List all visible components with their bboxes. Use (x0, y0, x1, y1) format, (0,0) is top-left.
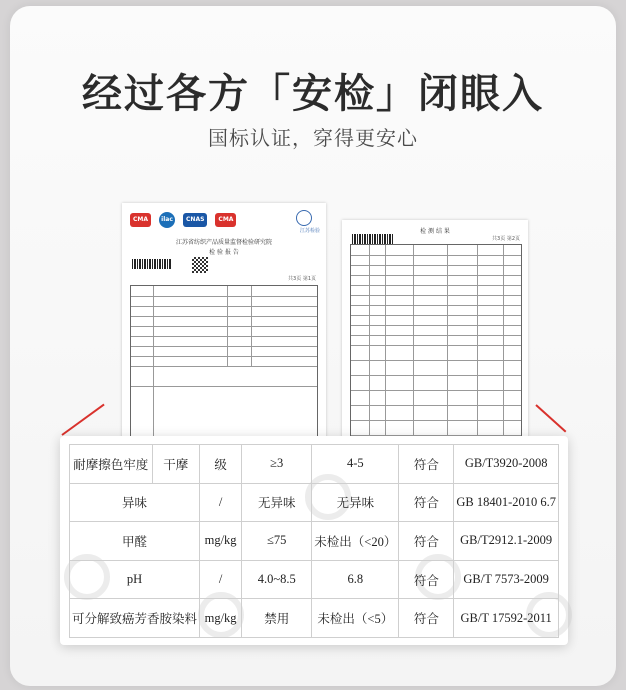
table-row (70, 483, 559, 522)
report-page: 共3页 第1页 (288, 276, 316, 282)
requirement-cell: 无异味 (242, 483, 312, 522)
unit-cell: mg/kg (200, 599, 242, 638)
qr-code (192, 257, 208, 273)
table-row (70, 560, 559, 599)
standard-cell: GB 18401-2010 6.7 (454, 483, 559, 522)
result-cell: 未检出（<5） (312, 599, 399, 638)
requirement-cell: ≤75 (242, 522, 312, 561)
result-cell: 6.8 (312, 560, 399, 599)
subtitle: 国标认证，穿得更安心 (208, 126, 418, 150)
result-cell: 未检出（<20） (312, 522, 399, 561)
test-subitem: 干摩 (152, 445, 199, 484)
verdict-cell: 符合 (399, 445, 454, 484)
test-item: 耐摩擦色牢度 (70, 445, 153, 484)
verdict-cell: 符合 (399, 522, 454, 561)
requirement-cell: ≥3 (242, 445, 312, 484)
results-title: 检 测 结 果 (420, 228, 450, 235)
cma-logo: CMA (130, 213, 151, 227)
inspection-report-right (342, 220, 528, 448)
requirement-cell: 禁用 (242, 599, 312, 638)
table-row (70, 522, 559, 561)
test-item: 甲醛 (70, 522, 200, 561)
report-title: 江苏省纺织产品质量监督检验研究院 (175, 239, 272, 246)
test-results-table (69, 444, 559, 638)
standard-cell: GB/T 17592-2011 (454, 599, 559, 638)
cma-logo: CMA (215, 213, 236, 227)
report-subtitle: 检 验 报 告 (209, 249, 239, 256)
ilac-logo: ilac (159, 212, 175, 228)
inspection-report-left (122, 203, 326, 448)
test-item: 可分解致癌芳香胺染料 (70, 599, 200, 638)
standard-cell: GB/T2912.1-2009 (454, 522, 559, 561)
standard-cell: GB/T3920-2008 (454, 445, 559, 484)
test-results-table-card (60, 436, 568, 645)
verdict-cell: 符合 (399, 560, 454, 599)
results-page: 共3页 第2页 (492, 236, 520, 242)
barcode (132, 259, 172, 269)
table-row (70, 445, 559, 484)
unit-cell: mg/kg (200, 522, 242, 561)
verdict-cell: 符合 (399, 483, 454, 522)
unit-cell: 级 (200, 445, 242, 484)
barcode (352, 234, 394, 244)
headline: 经过各方「安检」闭眼入 (82, 71, 544, 117)
institute-seal-icon (296, 210, 312, 226)
certification-logos (130, 212, 236, 228)
unit-cell: / (200, 483, 242, 522)
table-row (70, 599, 559, 638)
test-item: pH (70, 560, 200, 599)
cnas-logo: CNAS (183, 213, 207, 227)
result-cell: 4-5 (312, 445, 399, 484)
unit-cell: / (200, 560, 242, 599)
seal-caption: 江苏检验 (299, 228, 320, 234)
report-form-grid (130, 285, 318, 443)
results-grid (350, 244, 522, 444)
requirement-cell: 4.0~8.5 (242, 560, 312, 599)
verdict-cell: 符合 (399, 599, 454, 638)
result-cell: 无异味 (312, 483, 399, 522)
standard-cell: GB/T 7573-2009 (454, 560, 559, 599)
test-item: 异味 (70, 483, 200, 522)
